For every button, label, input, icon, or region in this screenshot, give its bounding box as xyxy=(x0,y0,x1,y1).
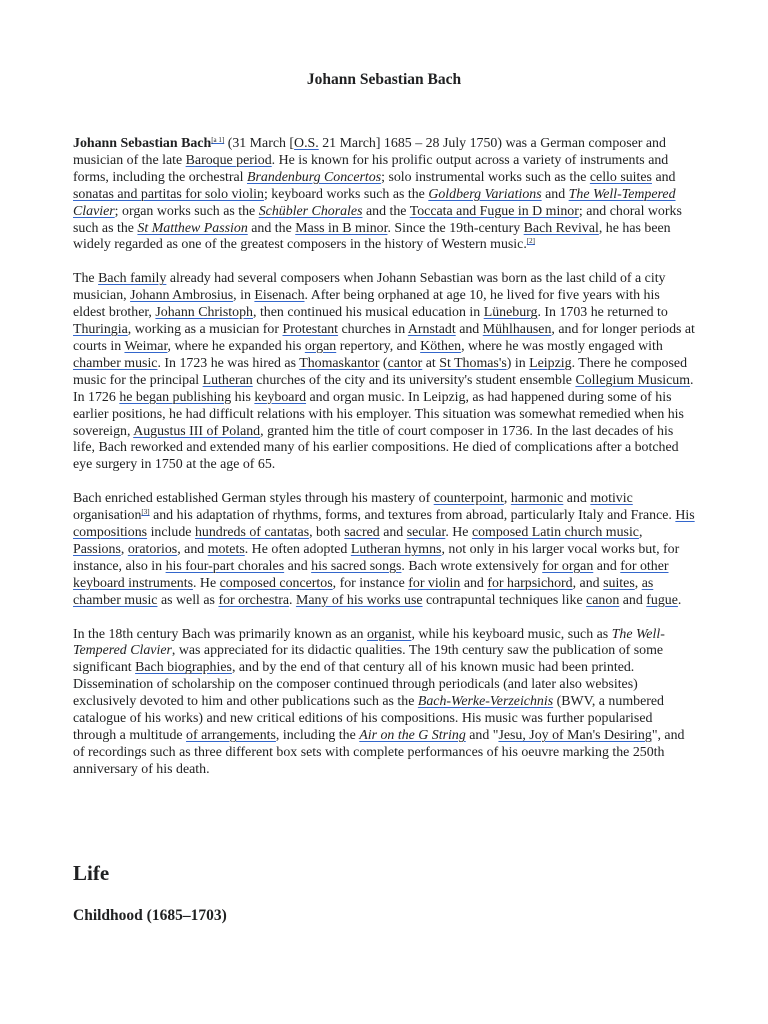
wiki-link[interactable]: Toccata and Fugue in D minor xyxy=(409,203,579,219)
wiki-link[interactable]: The Well-Tempered Clavier xyxy=(73,186,676,219)
text-run: and organ music. In Leipzig, as had happened during some of his earlier positions, he had difficult relations with his employer. This situation was somewhat remedied when his sovereign, xyxy=(73,389,684,439)
section-heading-life: Life xyxy=(73,861,110,885)
text-run: , then continued his musical education in xyxy=(253,305,484,321)
text-run: . In 1726 xyxy=(73,372,694,405)
text-run: . In 1703 he returned to xyxy=(537,305,668,321)
wiki-link[interactable]: composed concertos xyxy=(219,575,333,591)
text-run: , was appreciated for its didactic qualities. The 19th century saw the publication of some significant xyxy=(73,643,664,676)
text-run: . He xyxy=(445,525,472,541)
text-run: and xyxy=(541,186,569,202)
wiki-link[interactable]: Johann Christoph xyxy=(155,305,253,321)
wiki-link[interactable]: Lutheran hymns xyxy=(350,541,442,557)
wiki-link[interactable]: Leipzig xyxy=(529,355,572,371)
text-run: , in xyxy=(233,288,255,304)
wiki-link[interactable]: hundreds of cantatas xyxy=(194,525,310,541)
text-run: ( xyxy=(379,355,388,371)
text-run: and xyxy=(651,169,676,185)
wiki-link[interactable]: Mass in B minor xyxy=(295,220,388,236)
text-run: churches of the city and its university's student ensemble xyxy=(252,372,576,388)
wiki-link[interactable]: Passions xyxy=(73,541,121,557)
wiki-link[interactable]: he began publishing xyxy=(119,389,232,405)
article-body xyxy=(73,136,695,779)
citation-link[interactable]: [2] xyxy=(526,237,535,246)
wiki-link[interactable]: Jesu, Joy of Man's Desiring xyxy=(498,728,652,743)
text-run: (31 March [ xyxy=(224,136,295,151)
text-run: churches in xyxy=(338,322,408,338)
wiki-link[interactable]: cello suites xyxy=(589,169,652,185)
wiki-link[interactable]: motivic xyxy=(590,491,633,507)
text-run: . In 1723 he was hired as xyxy=(157,355,300,371)
wiki-link[interactable]: for organ xyxy=(542,558,594,574)
text-run: already had several composers when Johann Sebastian was born as the last child of a city musician, xyxy=(73,271,666,304)
text-run: The xyxy=(73,271,99,287)
text-run: ; organ works such as the xyxy=(114,203,259,219)
text-run: , including the xyxy=(275,728,360,743)
text-run: and xyxy=(379,525,407,541)
text-run: . xyxy=(289,592,296,608)
text-run: and xyxy=(593,558,621,574)
text-run: , he has been widely regarded as one of the greatest composers in the history of Western music. xyxy=(73,220,671,253)
subsection-heading-childhood: Childhood (1685–1703) xyxy=(73,907,227,924)
text-run: and his adaptation of rhythms, forms, and textures from abroad, particularly Italy and France. xyxy=(149,508,676,524)
text-run: , both xyxy=(309,525,345,541)
text-run: 21 March] 1685 – 28 July 1750) was a German composer and musician of the late xyxy=(73,136,666,168)
text-run: ; solo instrumental works such as the xyxy=(381,169,590,185)
wiki-link[interactable]: cantor xyxy=(387,355,423,371)
wiki-link[interactable]: suites xyxy=(603,575,635,591)
wiki-link[interactable]: motets xyxy=(207,541,245,557)
text-run: . He xyxy=(192,575,220,591)
wiki-link[interactable]: Many of his works use xyxy=(295,592,423,608)
text-run: , where he was mostly engaged with xyxy=(461,338,663,354)
text-run: . Bach wrote extensively xyxy=(401,558,543,574)
text-run: , and for longer periods at courts in xyxy=(73,322,695,354)
wiki-link[interactable]: Mühlhausen xyxy=(482,322,552,338)
wiki-link[interactable]: Weimar xyxy=(124,338,168,354)
wiki-link[interactable]: sacred xyxy=(344,525,380,541)
text-run: , for instance xyxy=(332,575,409,591)
citation-link[interactable]: [3] xyxy=(141,508,150,517)
wiki-link[interactable]: for harpsichord xyxy=(487,575,573,591)
text-run: contrapuntal techniques like xyxy=(422,592,587,608)
wiki-link[interactable]: Johann Ambrosius xyxy=(130,288,234,304)
wiki-link[interactable]: O.S. xyxy=(294,136,319,151)
wiki-link[interactable]: his four-part chorales xyxy=(165,558,285,574)
wiki-link[interactable]: Bach Revival xyxy=(523,220,599,236)
wiki-link[interactable]: counterpoint xyxy=(433,491,504,507)
wiki-link[interactable]: Thomaskantor xyxy=(299,355,380,371)
text-run: , and xyxy=(572,575,604,591)
wiki-link[interactable]: harmonic xyxy=(510,491,564,507)
citation xyxy=(211,136,224,144)
wiki-link[interactable]: His compositions xyxy=(73,508,695,541)
wiki-link[interactable]: Bach biographies xyxy=(135,660,232,676)
citation-link[interactable]: [a 1] xyxy=(211,136,225,144)
wiki-link[interactable]: Schübler Chorales xyxy=(258,203,363,219)
body-paragraph-family xyxy=(73,271,695,474)
text-run: as well as xyxy=(157,592,219,608)
text-run: , xyxy=(120,541,128,557)
text-run: and xyxy=(619,592,647,608)
text-run: , not only in his larger vocal works but, for instance, also in xyxy=(73,541,680,574)
wiki-link[interactable]: Augustus III of Poland xyxy=(133,423,261,439)
text-run: , and xyxy=(177,541,208,557)
text-run: and the xyxy=(247,220,296,236)
wiki-link[interactable]: Brandenburg Concertos xyxy=(246,169,382,185)
wiki-link[interactable]: organ xyxy=(304,338,337,354)
citation xyxy=(527,237,535,245)
text-run: and xyxy=(284,558,312,574)
text-run: ) in xyxy=(506,355,530,371)
wiki-link[interactable]: oratorios xyxy=(127,541,178,557)
text-run: Bach enriched established German styles through his mastery of xyxy=(73,491,434,507)
wiki-link[interactable]: sonatas and partitas for solo violin xyxy=(73,186,264,202)
wiki-link[interactable]: fugue xyxy=(646,592,678,608)
wiki-link[interactable]: his sacred songs xyxy=(311,558,402,574)
text-run: , while his keyboard music, such as xyxy=(411,626,612,642)
wiki-link[interactable]: for orchestra xyxy=(218,592,290,608)
wiki-link[interactable]: for violin xyxy=(408,575,461,591)
text-run: . After being orphaned at age 10, he lived for five years with his eldest brother, xyxy=(73,288,660,321)
text-run: organisation xyxy=(73,508,142,524)
text-run: . He is known for his prolific output across a variety of instruments and forms, including the orchestral xyxy=(73,152,669,185)
text-run: , xyxy=(503,491,511,507)
wiki-link[interactable]: St Thomas's xyxy=(439,355,507,371)
italic-text: The Well-Tempered Clavier xyxy=(73,626,665,659)
wiki-link[interactable]: St Matthew Passion xyxy=(137,220,248,236)
text-run: . Since the 19th-century xyxy=(387,220,524,236)
bold-term: Johann Sebastian Bach xyxy=(73,136,212,151)
citation xyxy=(141,508,149,516)
wiki-link[interactable]: organist xyxy=(366,626,412,642)
wiki-link[interactable]: of arrangements xyxy=(186,728,276,743)
text-run: ", and of recordings such as three different box sets with complete performances of his oeuvre marking the 250th anniversary of his death. xyxy=(73,728,685,777)
wiki-link[interactable]: for other keyboard instruments xyxy=(73,558,669,591)
text-run: , where he expanded his xyxy=(167,338,305,354)
text-run: his xyxy=(231,389,255,405)
text-run: include xyxy=(147,525,195,541)
text-run: . He often adopted xyxy=(244,541,351,557)
text-run: and " xyxy=(465,728,499,743)
wiki-link[interactable]: Eisenach xyxy=(254,288,305,304)
wiki-link[interactable]: Arnstadt xyxy=(407,322,456,338)
wiki-link[interactable]: Thuringia xyxy=(73,322,128,338)
text-run: . xyxy=(677,592,682,608)
wiki-link[interactable]: Bach family xyxy=(98,271,167,287)
wiki-link[interactable]: chamber music xyxy=(73,355,158,371)
wiki-link[interactable]: Lüneburg xyxy=(483,305,538,321)
text-run: . There he composed music for the principal xyxy=(73,355,688,388)
wiki-link[interactable]: Protestant xyxy=(282,322,339,338)
text-run: ; keyboard works such as the xyxy=(263,186,429,202)
text-run: In the 18th century Bach was primarily known as an xyxy=(73,626,367,642)
wiki-link[interactable]: Lutheran xyxy=(202,372,253,388)
text-run: and xyxy=(460,575,488,591)
wiki-link[interactable]: Köthen xyxy=(420,338,462,354)
text-run: , xyxy=(638,525,643,541)
wiki-link[interactable]: Goldberg Variations xyxy=(428,186,542,202)
wiki-link[interactable]: secular xyxy=(406,525,446,541)
text-run: and the xyxy=(362,203,410,219)
wiki-link[interactable]: as chamber music xyxy=(73,575,654,608)
intro-paragraph xyxy=(73,136,695,254)
text-run: , granted him the title of court composer in 1736. In the last decades of his life, Bach reworked and extended many of his earlier compositions. He died of complications after a botched eye surgery in 1750 at the age of 65. xyxy=(73,423,679,473)
wiki-link[interactable]: keyboard xyxy=(254,389,307,405)
text-run: at xyxy=(422,355,440,371)
wiki-link[interactable]: composed Latin church music xyxy=(471,525,639,541)
text-run: repertory, and xyxy=(336,338,421,354)
page-title: Johann Sebastian Bach xyxy=(306,71,462,88)
text-run: and xyxy=(455,322,483,338)
text-run: , working as a musician for xyxy=(127,322,283,338)
body-paragraph-styles xyxy=(73,491,695,609)
text-run: and xyxy=(563,491,591,507)
wiki-link[interactable]: Collegium Musicum xyxy=(575,372,691,388)
wiki-link[interactable]: Baroque period xyxy=(185,152,272,168)
wiki-link[interactable]: canon xyxy=(586,592,620,608)
text-run: (BWV, a numbered catalogue of his works) and new critical editions of his compositions. His music was further popularised through a multitude xyxy=(73,694,664,743)
text-run: , and by the end of that century all of his known music had been printed. Dissemination of scholarship on the composer continued through periodicals (and later also websites) exclusively devoted to him and other publications such as the xyxy=(73,660,638,710)
text-run: , xyxy=(634,575,642,591)
wiki-link[interactable]: Air on the G String xyxy=(359,728,466,743)
body-paragraph-legacy xyxy=(73,627,695,779)
wiki-link[interactable]: Bach-Werke-Verzeichnis xyxy=(417,694,554,710)
text-run: ; and choral works such as the xyxy=(73,203,682,236)
